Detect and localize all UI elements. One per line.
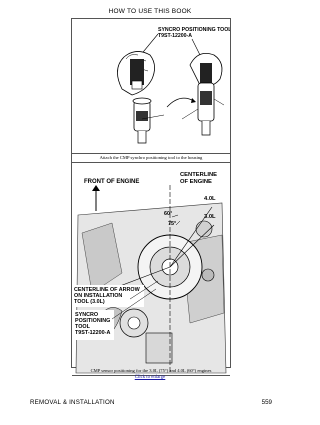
figure-2-illustration bbox=[72, 163, 230, 376]
figure-1-label-line1: SYNCRO POSITIONING TOOL bbox=[158, 27, 230, 33]
synchro-tool-drawing bbox=[72, 19, 230, 153]
arrow-label-line2: ON INSTALLATION bbox=[74, 293, 123, 299]
centerline-label-line1: CENTERLINE bbox=[180, 172, 218, 178]
tool-label-line1: SYNCRO bbox=[75, 312, 99, 318]
arrow-label-line1: CENTERLINE OF ARROW bbox=[74, 287, 140, 293]
centerline-label-line2: OF ENGINE bbox=[180, 179, 212, 185]
figure-container bbox=[71, 18, 231, 368]
angle-60-label: 60° bbox=[164, 211, 173, 217]
figure-1-caption: Attach the CMP synchro positioning tool to the housing bbox=[72, 153, 230, 163]
tool-label-line4: T9ST-12200-A bbox=[75, 330, 111, 336]
click-to-enlarge-link[interactable]: Click to enlarge bbox=[134, 375, 166, 380]
page-header-title: HOW TO USE THIS BOOK bbox=[108, 8, 192, 15]
label-4-0l: 4.0L bbox=[204, 196, 216, 202]
label-3-0l: 3.0L bbox=[204, 214, 216, 220]
front-of-engine-label: FRONT OF ENGINE bbox=[84, 179, 140, 185]
figure-1-illustration bbox=[72, 19, 230, 154]
figure-2-caption: CMP sensor positioning for the 3.0L (75°) and 4.0L (60°) engines bbox=[90, 368, 212, 373]
tool-label-line3: TOOL bbox=[75, 324, 90, 330]
arrow-label-line3: TOOL (3.0L) bbox=[74, 299, 105, 305]
footer-section-title: REMOVAL & INSTALLATION bbox=[30, 399, 115, 406]
figure-1-label-line2: T9ST-12200-A bbox=[158, 33, 193, 39]
footer-page-number: 559 bbox=[261, 399, 272, 406]
angle-75-label: 75° bbox=[168, 221, 177, 227]
cmp-positioning-drawing bbox=[72, 163, 230, 375]
tool-label-line2: POSITIONING bbox=[75, 318, 111, 324]
